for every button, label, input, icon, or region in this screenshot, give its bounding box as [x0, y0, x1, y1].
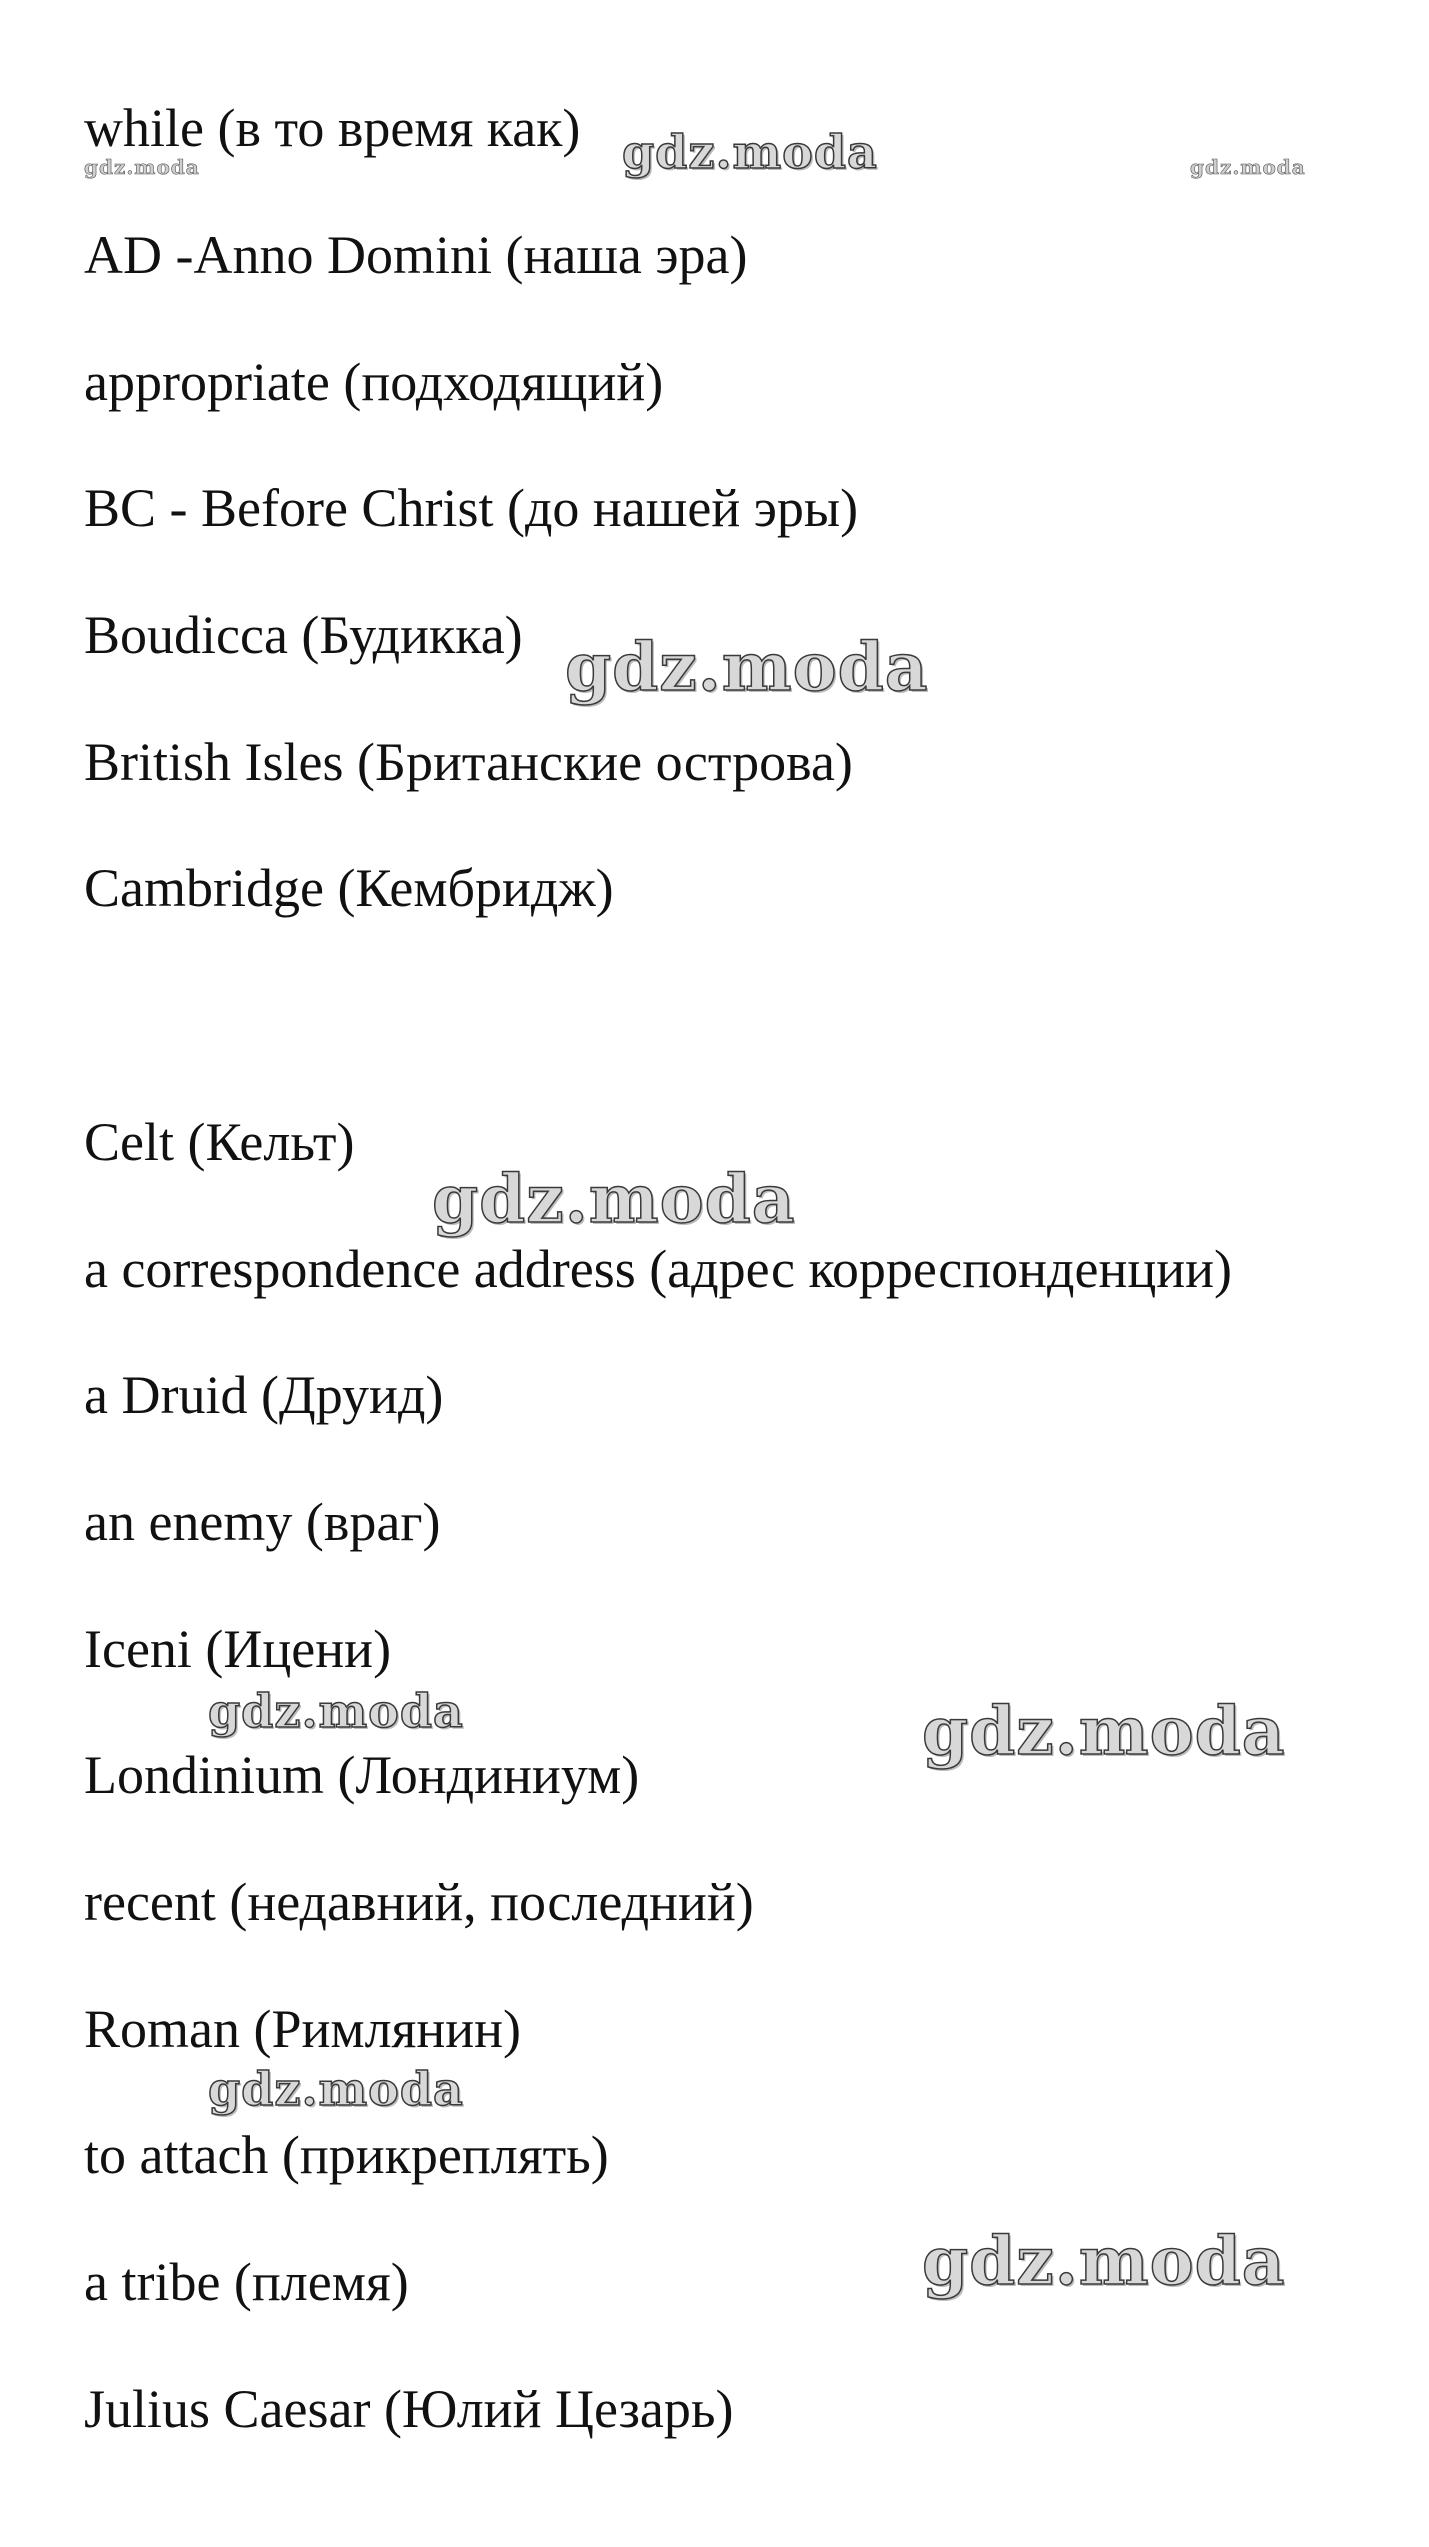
vocab-item-correspondence-address: a correspondence address (адрес корреспонденции): [84, 1239, 1233, 1299]
vocab-item-bc: BC - Before Christ (до нашей эры): [84, 478, 859, 538]
watermark: gdz.moda: [432, 1160, 796, 1238]
watermark: gdz.moda: [622, 125, 878, 179]
vocab-item-julius-caesar: Julius Caesar (Юлий Цезарь): [84, 2379, 734, 2439]
vocab-item-enemy: an enemy (враг): [84, 1492, 441, 1552]
vocab-item-iceni: Iceni (Ицени): [84, 1619, 392, 1679]
vocab-item-ad: AD -Anno Domini (наша эра): [84, 225, 748, 285]
vocab-item-appropriate: appropriate (подходящий): [84, 352, 664, 412]
watermark: gdz.moda: [84, 155, 200, 179]
vocab-item-british-isles: British Isles (Британские острова): [84, 732, 853, 792]
vocab-item-recent: recent (недавний, последний): [84, 1872, 754, 1932]
vocab-item-celt: Celt (Кельт): [84, 1112, 355, 1172]
vocab-item-tribe: a tribe (племя): [84, 2252, 409, 2312]
vocab-item-while: while (в то время как): [84, 98, 581, 158]
vocab-item-roman: Roman (Римлянин): [84, 1999, 522, 2059]
vocab-item-cambridge: Cambridge (Кембридж): [84, 858, 614, 918]
watermark: gdz.moda: [922, 1692, 1286, 1770]
vocab-item-boudicca: Boudicca (Будикка): [84, 605, 523, 665]
vocab-item-to-attach: to attach (прикреплять): [84, 2125, 609, 2185]
watermark: gdz.moda: [565, 628, 929, 706]
watermark: gdz.moda: [208, 2062, 464, 2116]
vocab-item-londinium: Londinium (Лондиниум): [84, 1745, 640, 1805]
watermark: gdz.moda: [208, 1684, 464, 1738]
watermark: gdz.moda: [1190, 155, 1306, 179]
vocab-item-druid: a Druid (Друид): [84, 1365, 444, 1425]
watermark: gdz.moda: [922, 2222, 1286, 2300]
